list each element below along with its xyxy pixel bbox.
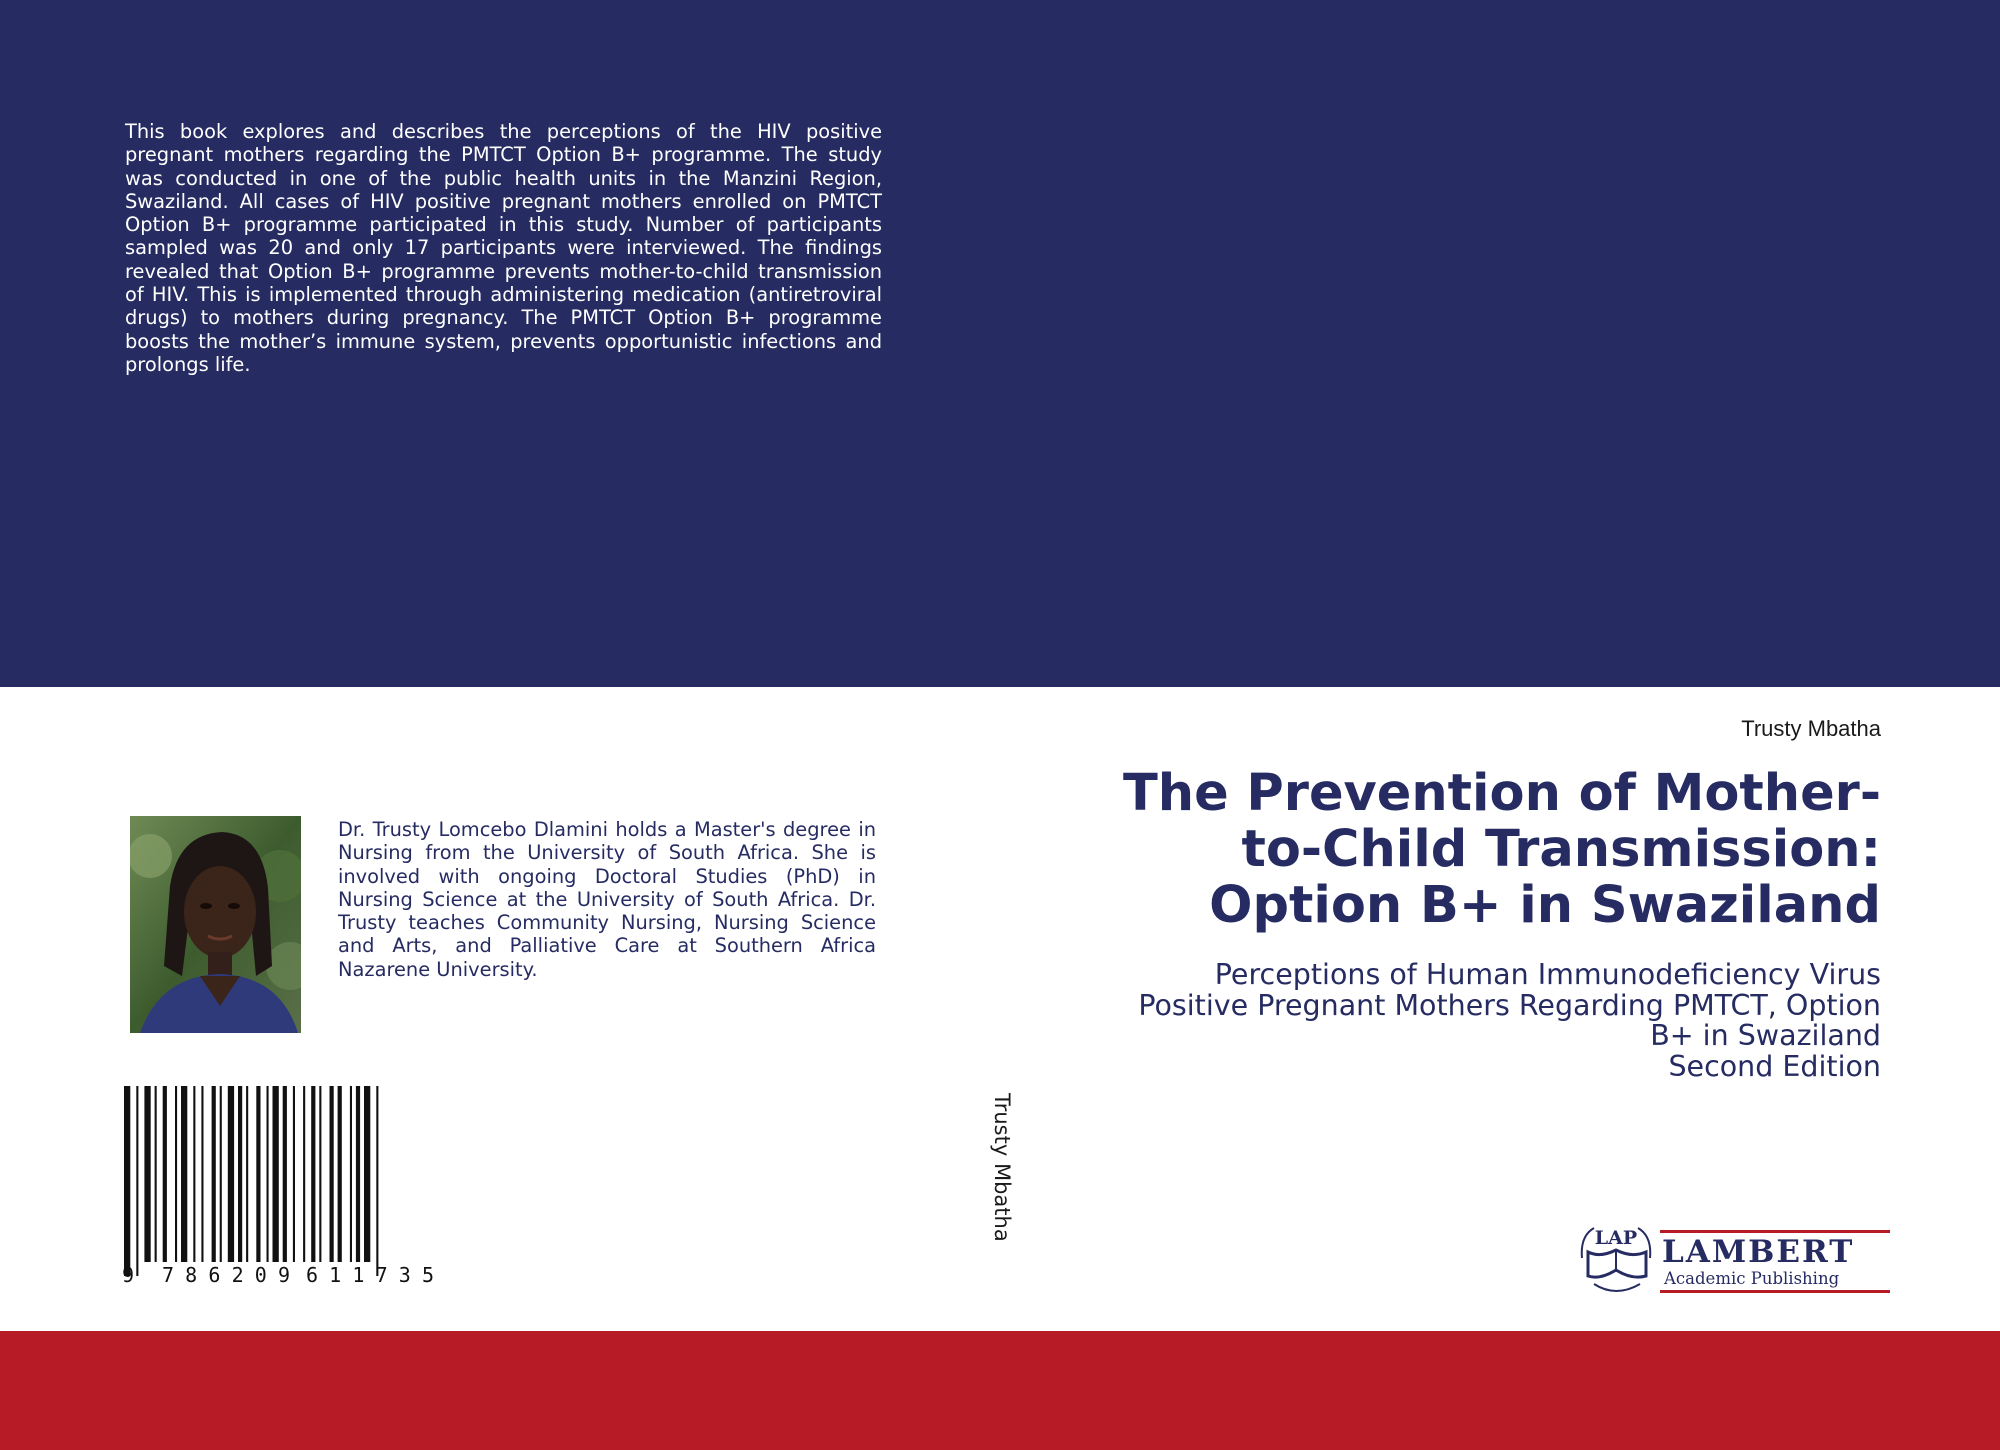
title-line-1: The Prevention of Mother-	[1122, 764, 1881, 823]
barcode-bars	[122, 1086, 452, 1286]
book-subtitle	[1121, 960, 1881, 1082]
barcode-bar	[175, 1086, 177, 1262]
barcode-bar	[193, 1086, 195, 1262]
subtitle-line-1: Perceptions of Human Immunodeficiency Virus	[1214, 958, 1881, 991]
back-cover-top-band	[0, 0, 2000, 687]
isbn-digit: 7	[375, 1263, 388, 1286]
lambert-logo-icon	[1580, 1218, 1892, 1296]
author-photo	[130, 816, 301, 1033]
barcode-bar	[256, 1086, 260, 1262]
publisher-logo	[1580, 1218, 1892, 1296]
bottom-band	[0, 1331, 2000, 1450]
barcode-bar	[136, 1086, 138, 1276]
book-blurb: This book explores and describes the perceptions of the HIV positive pregnant mothers regarding the PMTCT Option B+ programme. The study was conducted in one of the public health units in the Manzini Region, Swaziland. All cases of HIV positive pregnant mothers enrolled on PMTCT Option B+ programme participated in this study. Number of participants sampled was 20 and only 17 participants were interviewed. The findings revealed that Option B+ programme prevents mother-to-child transmission of HIV. This is implemented through administering medication (antiretroviral drugs) to mothers during pregnancy. The PMTCT Option B+ programme boosts the mother’s immune system, prevents opportunistic infections and prolongs life.	[125, 120, 882, 376]
isbn-digit: 0	[254, 1263, 267, 1286]
isbn-digit: 3	[398, 1263, 411, 1286]
barcode-bar	[181, 1086, 187, 1262]
barcode-bar	[319, 1086, 321, 1262]
edition-label: Second Edition	[1668, 1049, 1881, 1083]
spine-author: Trusty Mbatha	[990, 1093, 1014, 1242]
subtitle-line-3: B+ in Swaziland	[1650, 1019, 1881, 1052]
title-line-3: Option B+ in Swaziland	[1209, 876, 1881, 935]
isbn-digit: 6	[305, 1263, 319, 1286]
isbn-digit: 5	[421, 1263, 435, 1286]
isbn-digit: 1	[352, 1263, 365, 1286]
title-line-2: to-Child Transmission:	[1241, 820, 1881, 879]
barcode-bar	[246, 1086, 248, 1262]
author-bio: Dr. Trusty Lomcebo Dlamini holds a Master's degree in Nursing from the University of South Africa. She is involved with ongoing Doctoral Studies (PhD) in Nursing Science at the University of South Africa. Dr. Trusty teaches Community Nursing, Nursing Science and Arts, and Palliative Care at Southern Africa Nazarene University.	[338, 818, 876, 981]
barcode-bar	[376, 1086, 378, 1276]
isbn-digit: 9	[122, 1263, 135, 1286]
barcode-bar	[228, 1086, 234, 1262]
barcode-bar	[330, 1086, 334, 1262]
barcode-bar	[238, 1086, 242, 1262]
barcode-bar	[212, 1086, 216, 1262]
barcode-bar	[144, 1086, 150, 1262]
isbn-barcode	[122, 1086, 452, 1286]
barcode-bar	[124, 1086, 130, 1276]
barcode-bar	[201, 1086, 203, 1262]
isbn-digit: 8	[185, 1263, 198, 1286]
barcode-bar	[303, 1086, 305, 1262]
barcode-bar	[293, 1086, 295, 1262]
isbn-digit: 2	[231, 1263, 244, 1286]
barcode-bar	[356, 1086, 360, 1262]
barcode-bar	[155, 1086, 157, 1262]
logo-mark: LAP	[1594, 1227, 1638, 1249]
barcode-bar	[364, 1086, 370, 1262]
barcode-bar	[220, 1086, 222, 1262]
barcode-bar	[338, 1086, 342, 1262]
isbn-digit: 9	[277, 1263, 291, 1286]
barcode-bar	[311, 1086, 315, 1262]
isbn-digit: 7	[161, 1263, 175, 1286]
publisher-name: LAMBERT	[1662, 1234, 1855, 1270]
barcode-bar	[350, 1086, 352, 1262]
isbn-digit: 1	[329, 1263, 342, 1286]
author-portrait-image	[130, 816, 301, 1033]
book-title	[1121, 766, 1881, 934]
barcode-bar	[267, 1086, 269, 1262]
barcode-bar	[283, 1086, 287, 1262]
subtitle-line-2: Positive Pregnant Mothers Regarding PMTCT, Option	[1138, 988, 1881, 1022]
barcode-bar	[273, 1086, 279, 1262]
publisher-tagline: Academic Publishing	[1664, 1269, 1840, 1288]
isbn-digit: 6	[208, 1263, 221, 1286]
front-cover-author: Trusty Mbatha	[1741, 716, 1881, 741]
barcode-bar	[163, 1086, 167, 1262]
